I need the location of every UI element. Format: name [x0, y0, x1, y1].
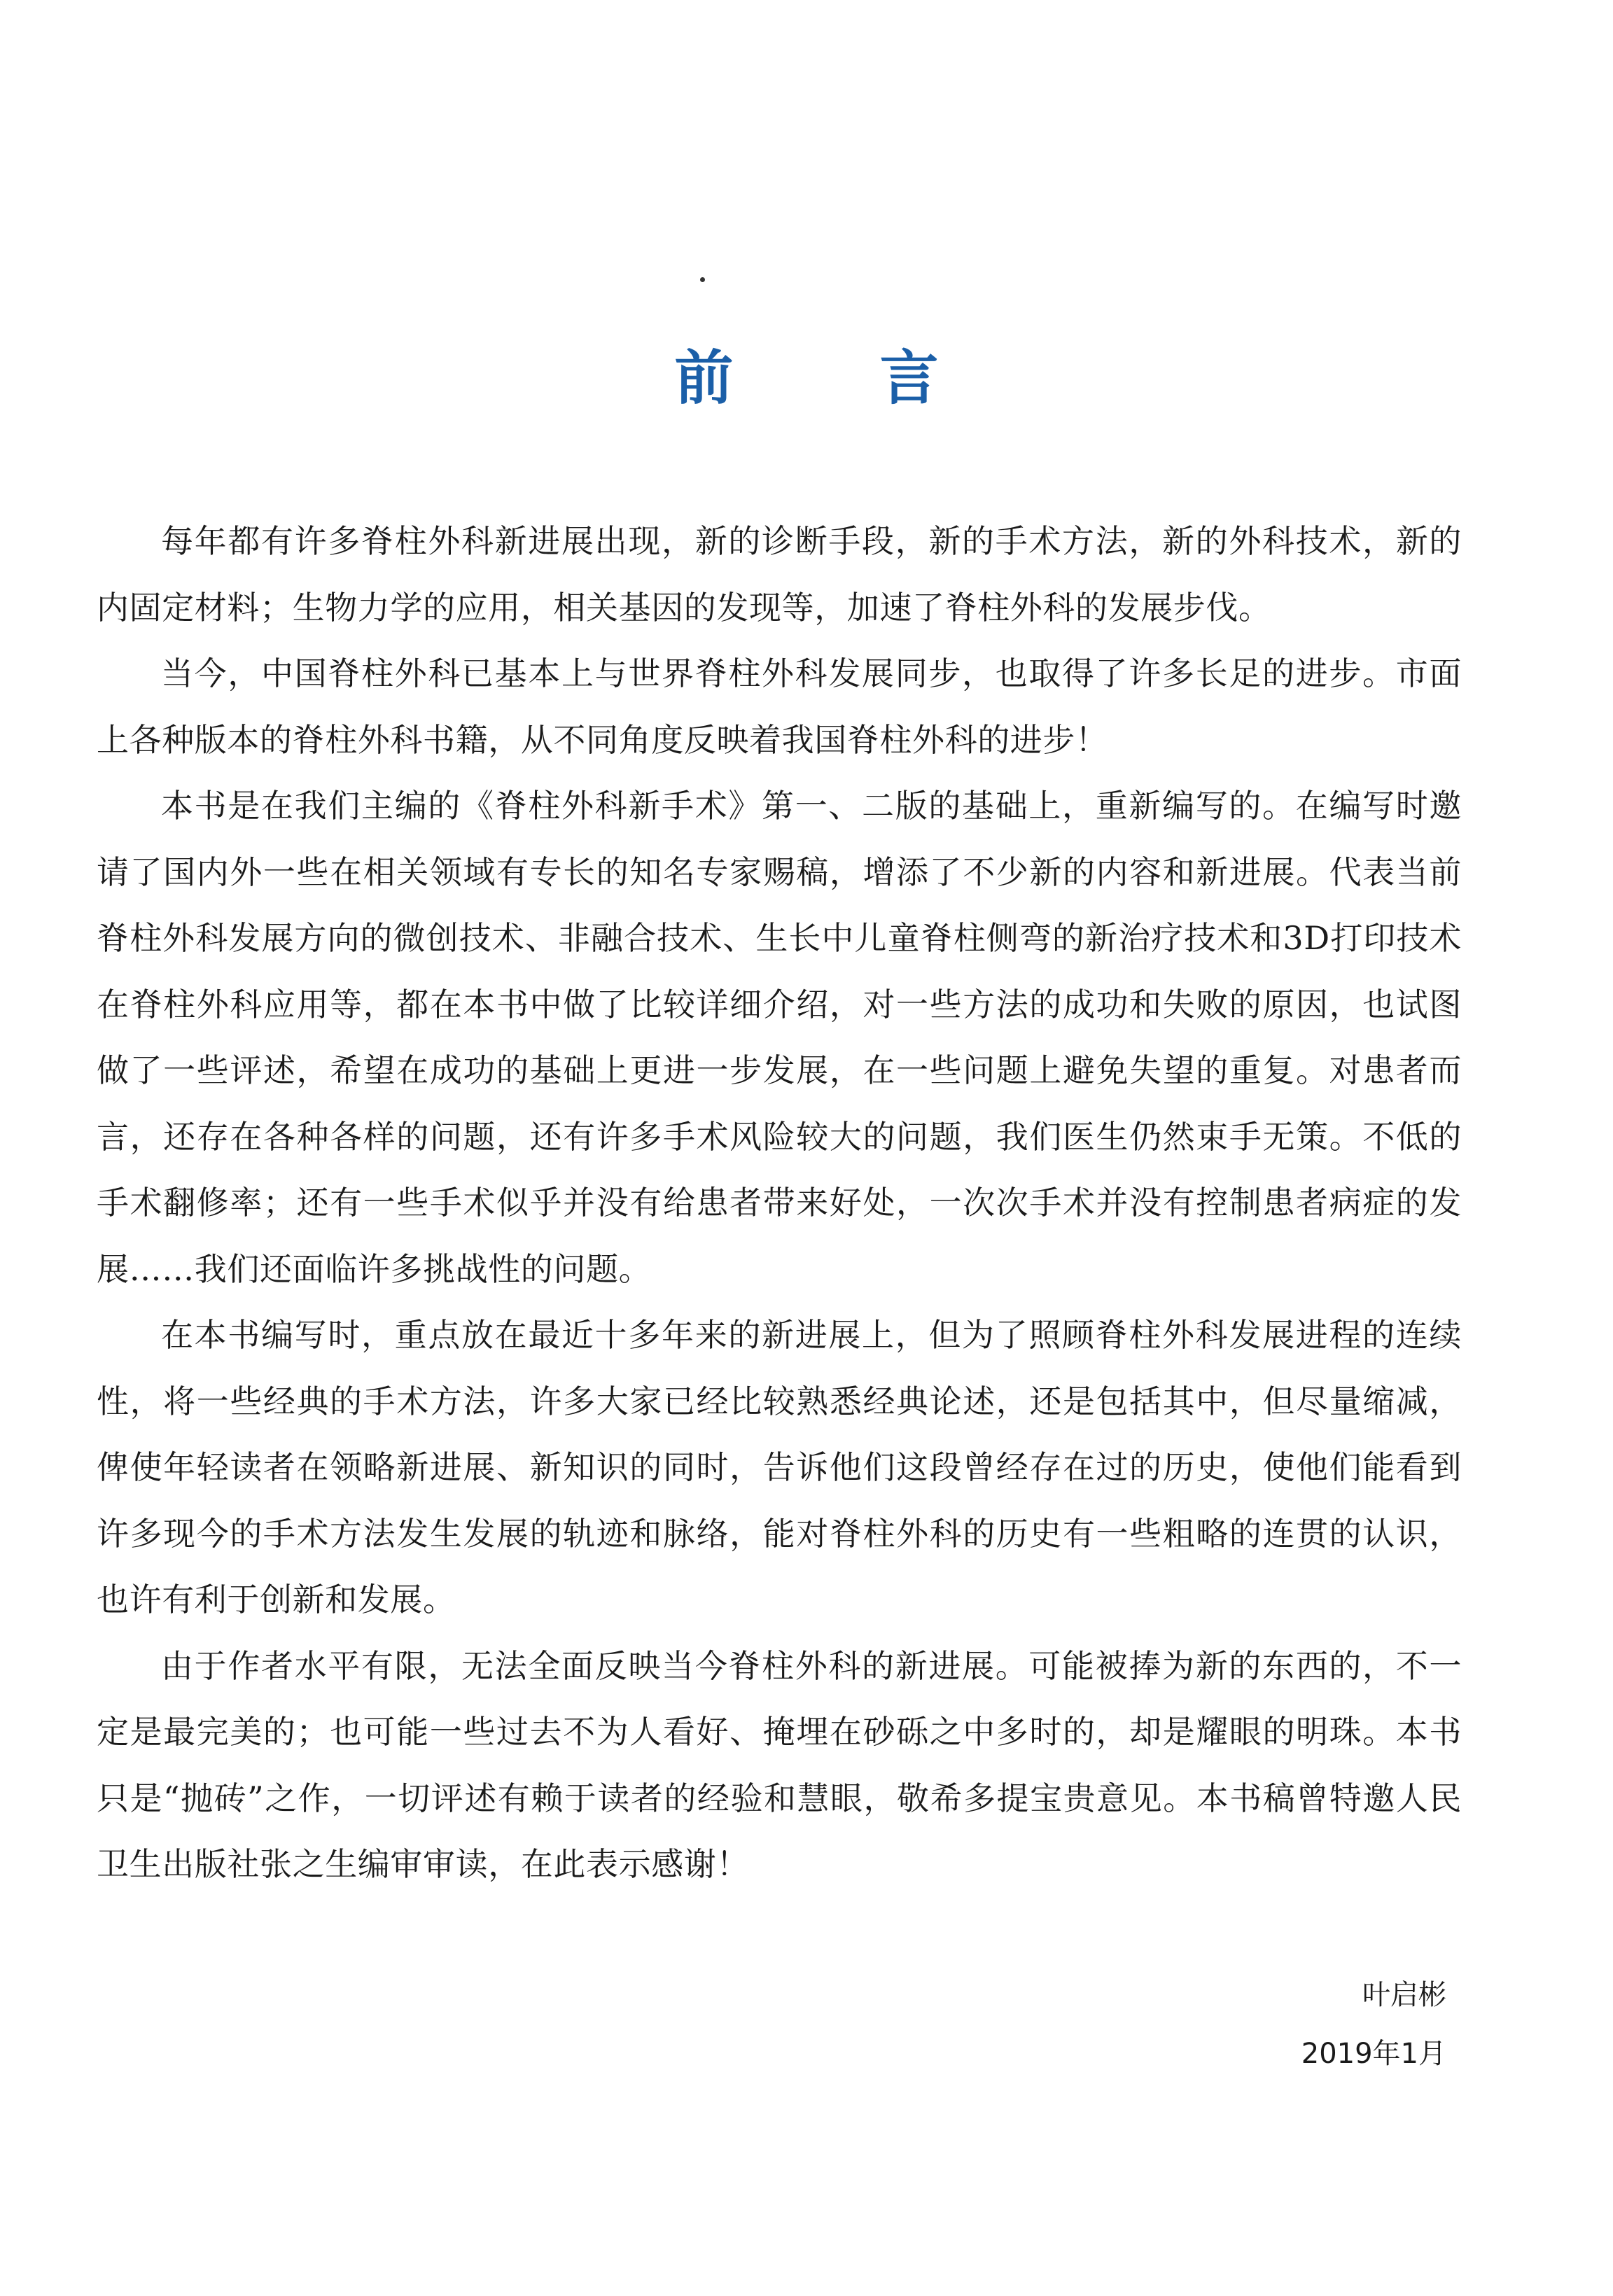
scan-speck — [700, 277, 705, 282]
paragraph-3: 本书是在我们主编的《脊柱外科新手术》第一、二版的基础上，重新编写的。在编写时邀请了国内外一些在相关领域有专长的知名专家赐稿，增添了不少新的内容和新进展。代表当前脊柱外科发展方向的微创技术、非融合技术、生长中儿童脊柱侧弯的新治疗技术和3D打印技术在脊柱外科应用等，都在本书中做了比较详细介绍，对一些方法的成功和失败的原因，也试图做了一些评述，希望在成功的基础上更进一步发展，在一些问题上避免失望的重复。对患者而言，还存在各种各样的问题，还有许多手术风险较大的问题，我们医生仍然束手无策。不低的手术翻修率；还有一些手术似乎并没有给患者带来好处，一次次手术并没有控制患者病症的发展……我们还面临许多挑战性的问题。 — [97, 787, 1462, 1288]
page-title: 前 言 — [674, 343, 1002, 412]
author-name: 叶启彬 — [1362, 1979, 1446, 2011]
paragraph-4: 在本书编写时，重点放在最近十多年来的新进展上，但为了照顾脊柱外科发展进程的连续性，将一些经典的手术方法，许多大家已经比较熟悉经典论述，还是包括其中，但尽量缩减，俾使年轻读者在领略新进展、新知识的同时，告诉他们这段曾经存在过的历史，使他们能看到许多现今的手术方法发生发展的轨迹和脉络，能对脊柱外科的历史有一些粗略的连贯的认识，也许有利于创新和发展。 — [97, 1316, 1462, 1618]
paragraph-1: 每年都有许多脊柱外科新进展出现，新的诊断手段，新的手术方法，新的外科技术，新的内固定材料；生物力学的应用，相关基因的发现等，加速了脊柱外科的发展步伐。 — [97, 522, 1462, 626]
paragraph-5: 由于作者水平有限，无法全面反映当今脊柱外科的新进展。可能被捧为新的东西的，不一定是最完美的；也可能一些过去不为人看好、掩埋在砂砾之中多时的，却是耀眼的明珠。本书只是“抛砖”之作，一切评述有赖于读者的经验和慧眼，敬希多提宝贵意见。本书稿曾特邀人民卫生出版社张之生编审审读，在此表示感谢！ — [97, 1646, 1462, 1883]
signature-block — [1301, 1966, 1446, 2083]
paragraph-2: 当今，中国脊柱外科已基本上与世界脊柱外科发展同步，也取得了许多长足的进步。市面上各种版本的脊柱外科书籍，从不同角度反映着我国脊柱外科的进步！ — [97, 654, 1462, 759]
signature-date: 2019年1月 — [1301, 2038, 1446, 2070]
preface-body — [97, 508, 1462, 1898]
